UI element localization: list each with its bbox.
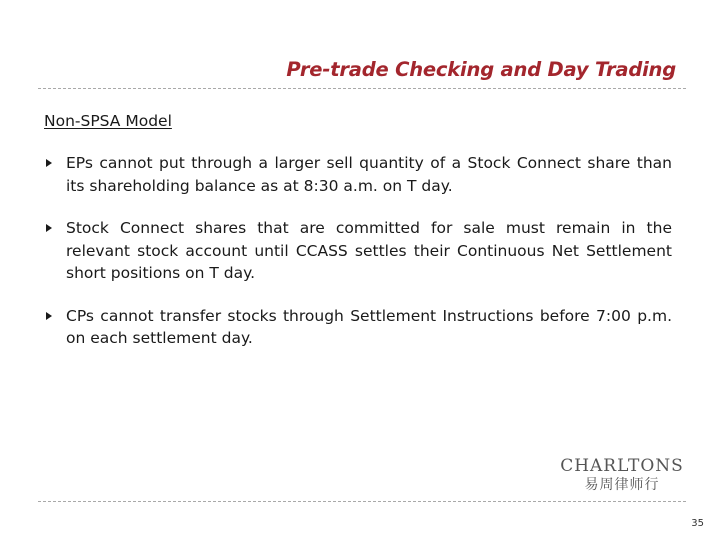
bullet-item <box>44 217 672 285</box>
bullet-item <box>44 152 672 197</box>
logo-chinese-name: 易周律师行 <box>584 477 660 493</box>
bullet-text: CPs cannot transfer stocks through Settlement Instructions before 7:00 p.m. on each settlement day. <box>66 306 672 347</box>
page-number: 35 <box>691 518 704 529</box>
bullet-item <box>44 305 672 350</box>
bullet-list <box>44 152 672 370</box>
triangle-right-icon <box>46 224 52 232</box>
footer-divider <box>38 501 686 502</box>
triangle-right-icon <box>46 159 52 167</box>
title-divider <box>38 88 686 89</box>
bullet-text: EPs cannot put through a larger sell quantity of a Stock Connect share than its shareholding balance as at 8:30 a.m. on T day. <box>66 154 672 195</box>
charltons-logo <box>559 456 685 494</box>
logo-name: CHARLTONS <box>560 456 684 476</box>
slide-title: Pre-trade Checking and Day Trading <box>286 58 676 81</box>
bullet-text: Stock Connect shares that are committed for sale must remain in the relevant stock account until CCASS settles their Continuous Net Settlement short positions on T day. <box>66 219 672 282</box>
triangle-right-icon <box>46 312 52 320</box>
section-subheading: Non-SPSA Model <box>44 112 172 130</box>
